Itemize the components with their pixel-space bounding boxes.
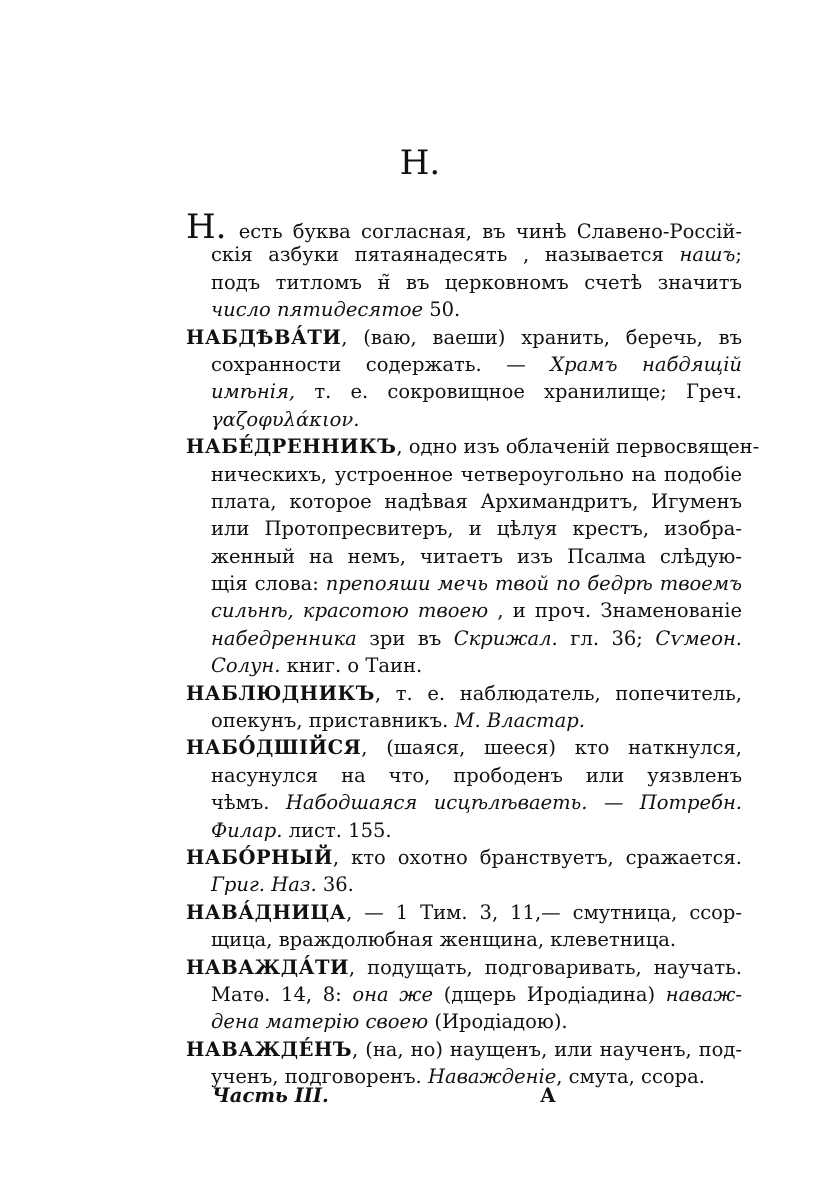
- entry-text: подъ титломъ н̃ въ церковномъ счетѣ значитъ: [211, 270, 742, 294]
- entry-text: чѣмъ.: [211, 791, 286, 815]
- entry-text: опекунъ, приставникъ.: [211, 709, 455, 733]
- entry-first-line: [186, 324, 742, 351]
- entry-italic-text: Храмъ набдящій: [550, 352, 742, 376]
- entry-headword: НАБО́РНЫЙ: [186, 845, 333, 869]
- entry-text: Матѳ. 14, 8:: [211, 982, 353, 1006]
- entry-headword: НАВАЖДЕ́НЪ: [186, 1037, 353, 1061]
- entry-italic-text: Филар.: [211, 818, 283, 842]
- entry-text: , смута, ссора.: [556, 1065, 705, 1089]
- entry-italic-text: сильнѣ, красотою твоею: [211, 599, 489, 623]
- entry-text: (дщерь Иродіадина): [433, 982, 666, 1006]
- entry-text: или Протопресвитеръ, и цѣлуя крестъ, изобра-: [211, 517, 742, 541]
- entry-italic-text: Наважденіе: [427, 1065, 557, 1089]
- section-initial-letter: Н.: [186, 207, 227, 247]
- entry-line: [186, 570, 742, 597]
- dictionary-entry: [186, 1036, 742, 1091]
- entry-text: , одно изъ облаченій первосвящен-: [396, 435, 760, 459]
- entry-text: лист. 155.: [282, 818, 392, 842]
- entry-text: т. е. сокровищное хранилище; Греч.: [295, 380, 742, 404]
- entry-text: , подущать, подговаривать, научать.: [348, 955, 742, 979]
- entry-text: , (на, но) наущенъ, или наученъ, под-: [352, 1037, 742, 1061]
- entry-line: [186, 296, 742, 323]
- entry-line: [186, 351, 742, 378]
- entry-italic-text: число пятидесятое: [211, 298, 423, 322]
- entry-italic-text: набедренника: [211, 626, 357, 650]
- entry-line: [186, 926, 742, 953]
- entry-headword: НАВАЖДА́ТИ: [186, 955, 349, 979]
- entry-text: книг. о Таин.: [280, 654, 423, 678]
- entry-text: щія слова:: [211, 572, 326, 596]
- entry-line: [186, 461, 742, 488]
- dictionary-entry: [186, 844, 742, 899]
- entry-italic-text: нашъ: [679, 243, 736, 267]
- entry-text: женный на немъ, читаетъ изъ Псалма слѣдую-: [211, 544, 742, 568]
- entry-text: щица, враждолюбная женщина, клеветница.: [211, 928, 677, 952]
- entry-text: гл. 36;: [557, 626, 656, 650]
- footer-part-label: Часть III.: [212, 1084, 329, 1107]
- dictionary-entry: [186, 734, 742, 844]
- entry-line: [186, 488, 742, 515]
- entry-text: ническихъ, устроенное четвероугольно на подобіе: [211, 462, 742, 486]
- entry-line: [186, 543, 742, 570]
- entry-text: 50.: [423, 298, 461, 322]
- entry-line: [186, 597, 742, 624]
- entry-first-line: [186, 433, 760, 460]
- footer-signature-mark: А: [540, 1084, 556, 1107]
- entry-italic-text: Скрижал.: [453, 626, 558, 650]
- entry-text: плата, которое надѣвая Архимандритъ, Игуменъ: [211, 489, 742, 513]
- entry-headword: НАБО́ДШІЙСЯ: [186, 736, 362, 760]
- dictionary-entry: [186, 680, 742, 735]
- entry-text: , т. е. наблюдатель, попечитель,: [374, 681, 742, 705]
- dictionary-entry: [186, 899, 742, 954]
- entry-text: зри въ: [356, 626, 454, 650]
- entry-italic-text: дена матерію своею: [211, 1010, 429, 1034]
- entry-italic-text: Набодшаяся исцѣлѣваеть. — Потребн.: [285, 791, 742, 815]
- entry-line: [186, 515, 742, 542]
- entry-first-line: [186, 734, 742, 761]
- entry-text: (Иродіадою).: [428, 1010, 568, 1034]
- entry-italic-text: она же: [352, 982, 434, 1006]
- entry-line: [186, 1008, 742, 1035]
- entry-text: 36.: [316, 873, 354, 897]
- entry-first-line: [186, 954, 742, 981]
- entry-line: [186, 269, 742, 296]
- entry-first-line: [186, 899, 742, 926]
- entry-text: , — 1 Тим. 3, 11,— смутница, ссор-: [346, 900, 742, 924]
- entry-headword: НАБЕ́ДРЕННИКЪ: [186, 435, 397, 459]
- entry-first-line: [186, 680, 742, 707]
- entry-line: [186, 707, 742, 734]
- entry-italic-text: γαζοφυλάκιον.: [211, 407, 360, 431]
- entry-line: [186, 981, 742, 1008]
- entry-italic-text: Солун.: [211, 654, 281, 678]
- entry-text: ученъ, подговоренъ.: [211, 1065, 428, 1089]
- entry-headword: НАВА́ДНИЦА: [186, 900, 347, 924]
- entry-italic-text: М. Властар.: [454, 709, 585, 733]
- entry-text: насунулся на что, прободенъ или уязвленъ: [211, 763, 742, 787]
- dictionary-entries: [186, 207, 760, 1091]
- entry-first-line: [186, 844, 742, 871]
- entry-headword: НАБДѢВА́ТИ: [186, 325, 342, 349]
- entry-text: есть буква согласная, въ чинѣ Славено-Россій-: [228, 220, 742, 243]
- entry-first-line: [186, 1036, 742, 1063]
- entry-line: [186, 789, 742, 816]
- entry-text: , и проч. Знаменованіе: [488, 599, 742, 623]
- entry-line: [186, 762, 742, 789]
- dictionary-entry: [186, 207, 742, 324]
- entry-text: скія азбуки пятаянадесять , называется: [211, 243, 680, 267]
- entry-line: [186, 378, 742, 405]
- entry-line: [186, 406, 742, 433]
- dictionary-entry: [186, 954, 742, 1036]
- entry-text: , (шаяся, шееся) кто наткнулся,: [361, 736, 742, 760]
- page-heading: Н.: [399, 143, 441, 183]
- dictionary-entry: [186, 324, 742, 434]
- entry-text: сохранности содержать. —: [211, 352, 551, 376]
- entry-italic-text: Григ. Наз.: [211, 873, 317, 897]
- entry-text: , кто охотно бранствуетъ, сражается.: [332, 845, 742, 869]
- entry-line: [186, 625, 742, 652]
- entry-headword: НАБЛЮДНИКЪ: [186, 681, 375, 705]
- dictionary-entry: [186, 433, 760, 680]
- entry-line: [186, 241, 742, 268]
- entry-first-line: [186, 207, 742, 247]
- entry-text: ;: [735, 243, 742, 267]
- entry-text: , (ваю, ваеши) хранить, беречь, въ: [341, 325, 742, 349]
- entry-italic-text: наваж-: [665, 982, 742, 1006]
- entry-line: [186, 871, 742, 898]
- entry-italic-text: имѣнія,: [211, 380, 296, 404]
- entry-line: [186, 652, 742, 679]
- entry-italic-text: препояши мечь твой по бедрѣ твоемъ: [325, 572, 742, 596]
- entry-line: [186, 817, 742, 844]
- entry-italic-text: Сѵмеон.: [655, 626, 742, 650]
